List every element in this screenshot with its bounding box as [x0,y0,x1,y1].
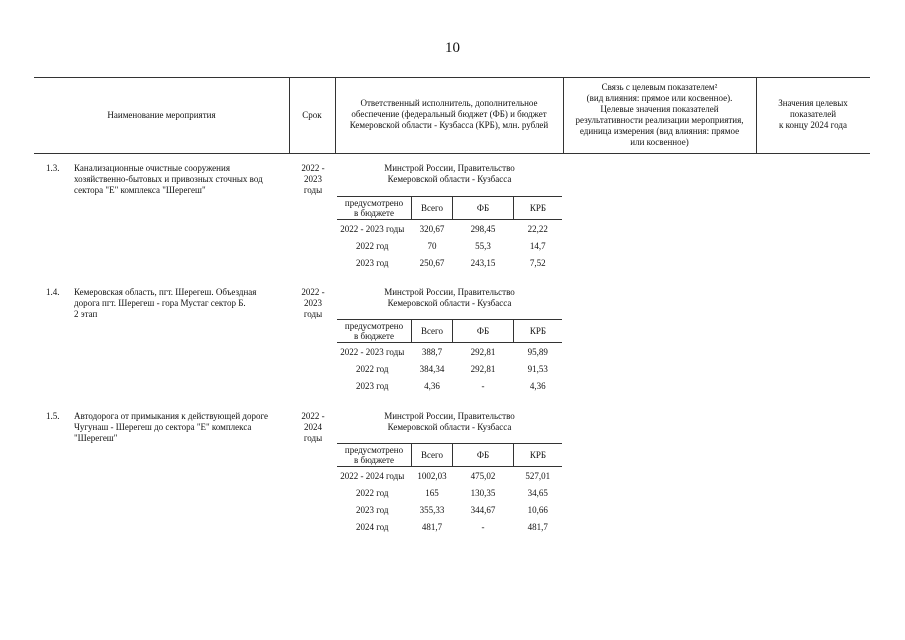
measure-section [0,163,905,293]
funding-header-total: Всего [412,197,453,220]
measure-term: 2022 - 2023 годы [301,163,325,195]
funding-total: 1002,03 [417,470,447,481]
measure-name: Канализационные очистные сооружения хозяйственно-бытовых и привозных сточных вод сектора "Е" комплекса "Шерегеш" [74,163,263,195]
page-number: 10 [445,40,460,56]
funding-fb: 130,35 [470,487,496,498]
funding-krb: 95,89 [527,346,548,357]
funding-total: 250,67 [419,257,445,268]
funding-krb: 527,01 [525,470,551,481]
measure-name: Кемеровская область, пгт. Шерегеш. Объездная дорога пгт. Шерегеш - гора Мустаг сектор Б. 2 этап [74,287,257,319]
funding-row [337,254,562,271]
funding-row [337,518,562,535]
measure-executor: Минстрой России, Правительство Кемеровской области - Кузбасса [384,411,515,432]
funding-total: 4,36 [424,380,440,391]
funding-fb: 243,15 [470,257,496,268]
funding-row [337,360,562,377]
funding-total: 384,34 [419,363,445,374]
measure-term: 2022 - 2023 годы [301,287,325,319]
funding-total: 165 [425,487,439,498]
header-top-rule [34,77,870,78]
measure-executor: Минстрой России, Правительство Кемеровской области - Кузбасса [384,163,515,184]
measure-section [0,411,905,541]
funding-fb: - [481,380,485,391]
funding-krb: 91,53 [527,363,548,374]
funding-header-row [337,444,562,467]
header-col-target: Значения целевых показателей к концу 2024 года [778,98,848,130]
funding-total: 70 [427,240,437,251]
funding-period: 2022 год [355,487,389,498]
funding-krb: 4,36 [529,380,546,391]
measure-term: 2022 - 2024 годы [301,411,325,443]
funding-header-krb: КРБ [514,320,563,343]
funding-row [337,484,562,501]
funding-header-krb: КРБ [514,444,563,467]
funding-krb: 481,7 [527,521,548,532]
funding-total: 355,33 [419,504,445,515]
measure-number: 1.4. [46,287,60,297]
funding-header-planned: предусмотрено в бюджете [337,197,412,220]
measure-number: 1.5. [46,411,60,421]
funding-fb: 292,81 [470,346,496,357]
funding-header-total: Всего [412,320,453,343]
funding-period: 2023 год [355,504,389,515]
funding-period: 2023 год [355,380,389,391]
funding-header-row [337,197,562,220]
funding-fb: 475,02 [470,470,496,481]
funding-row [337,237,562,254]
funding-krb: 7,52 [529,257,546,268]
funding-period: 2022 - 2023 годы [340,223,405,234]
funding-header-krb: КРБ [514,197,563,220]
measure-section [0,287,905,417]
header-col-executor: Ответственный исполнитель, дополнительное обеспечение (федеральный бюджет (ФБ) и бюджет Кемеровской области - Кузбасса (КРБ), млн. рублей [349,98,549,130]
funding-period: 2022 - 2024 годы [340,470,405,481]
funding-total: 481,7 [421,521,443,532]
funding-header-fb: ФБ [453,320,514,343]
header-col-name: Наименование мероприятия [107,110,216,120]
funding-row [337,501,562,518]
measure-number: 1.3. [46,163,60,173]
measure-name: Автодорога от примыкания к действующей дороге Чугунаш - Шерегеш до сектора "Е" комплекса "Шерегеш" [74,411,269,443]
funding-header-planned: предусмотрено в бюджете [337,320,412,343]
header-col-link: Связь с целевым показателем² (вид влияния: прямое или косвенное). Целевые значения показателей результативности реализации мероприятия, единица измерения (вид влияния: прямое или косвенное) [575,82,744,147]
funding-fb: 292,81 [470,363,496,374]
funding-krb: 10,66 [527,504,548,515]
funding-row [337,467,562,485]
funding-period: 2022 - 2023 годы [340,346,405,357]
funding-table [337,443,562,535]
funding-header-total: Всего [412,444,453,467]
funding-table [337,196,562,271]
funding-fb: 298,45 [470,223,496,234]
funding-fb: 55,3 [475,240,491,251]
funding-header-fb: ФБ [453,197,514,220]
funding-krb: 22,22 [527,223,548,234]
funding-krb: 34,65 [527,487,548,498]
funding-fb: - [481,521,485,532]
funding-total: 388,7 [421,346,443,357]
funding-total: 320,67 [419,223,445,234]
funding-fb: 344,67 [470,504,496,515]
header-col-term: Срок [302,110,322,120]
funding-row [337,377,562,394]
funding-krb: 14,7 [529,240,546,251]
header-bottom-rule [34,153,870,154]
funding-period: 2024 год [355,521,389,532]
funding-table [337,319,562,394]
funding-header-fb: ФБ [453,444,514,467]
funding-period: 2022 год [355,240,389,251]
funding-row [337,220,562,238]
funding-period: 2023 год [355,257,389,268]
funding-header-row [337,320,562,343]
funding-header-planned: предусмотрено в бюджете [337,444,412,467]
measure-executor: Минстрой России, Правительство Кемеровской области - Кузбасса [384,287,515,308]
funding-row [337,343,562,361]
funding-period: 2022 год [355,363,389,374]
